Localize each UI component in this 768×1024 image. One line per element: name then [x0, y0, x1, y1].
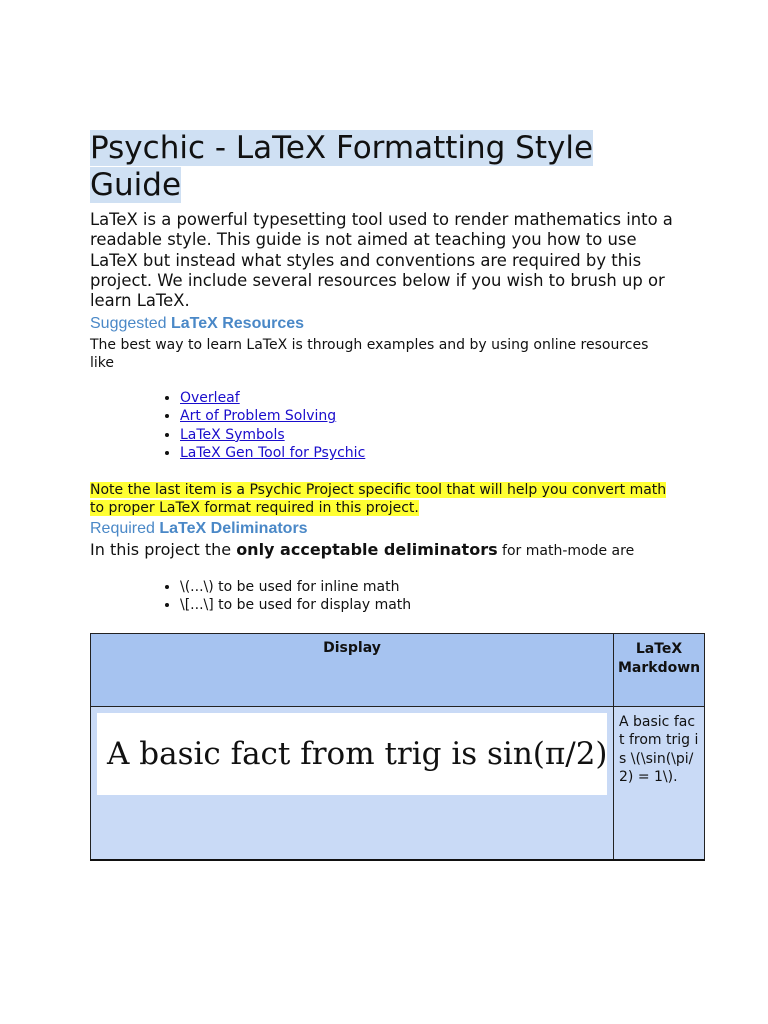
note-text: Note the last item is a Psychic Project specific tool that will help you convert math to proper LaTeX format required in this project. — [90, 482, 667, 516]
resources-heading-bold: LaTeX Resources — [170, 315, 305, 332]
delims-text-bold: only acceptable deliminators — [236, 540, 498, 559]
table-row — [91, 707, 705, 861]
list-item — [180, 426, 365, 444]
header-latex-markdown: LaTeX Markdown — [614, 634, 705, 707]
page-title — [90, 130, 678, 204]
list-item — [180, 444, 365, 462]
delims-text-start: In this project the — [90, 540, 237, 559]
highlighted-note — [90, 481, 678, 517]
intro-paragraph: LaTeX is a powerful typesetting tool used to render mathematics into a readable style. This guide is not aimed at teaching you how to use LaTeX but instead what styles and conventions are required by this project. We include several resources below if you wish to brush up or learn LaTeX. — [90, 210, 673, 311]
link-latex-gen-tool[interactable]: LaTeX Gen Tool for Psychic — [180, 445, 366, 462]
table-header-row — [91, 634, 705, 707]
delims-list — [90, 579, 411, 614]
list-item: • \(...\) to be used for inline math — [180, 579, 411, 597]
example-table — [90, 633, 705, 861]
delims-paragraph — [90, 540, 690, 561]
resources-heading — [90, 315, 304, 333]
delims-heading — [90, 520, 308, 538]
resources-paragraph: The best way to learn LaTeX is through examples and by using online resources like — [90, 337, 649, 371]
link-latex-symbols[interactable]: LaTeX Symbols — [180, 426, 285, 443]
delims-heading-bold: LaTeX Deliminators — [159, 520, 308, 537]
link-art-of-problem-solving[interactable]: Art of Problem Solving — [180, 408, 337, 425]
resources-heading-prefix: Suggested — [90, 315, 171, 332]
list-item — [180, 389, 365, 407]
resource-links-list — [90, 389, 365, 463]
link-overleaf[interactable]: Overleaf — [180, 390, 240, 406]
markdown-cell: A basic fact from trig is \(\sin(\pi/2) = 1\). — [614, 707, 705, 861]
list-item: • \[...\] to be used for display math — [180, 597, 411, 615]
delims-heading-prefix: Required — [90, 520, 160, 537]
rendered-math-image: A basic fact from trig is sin(π/2) — [97, 713, 607, 795]
list-item — [180, 407, 365, 425]
header-display: Display — [91, 634, 614, 707]
delims-text-end: for math-mode are — [497, 543, 635, 559]
page-title-text: Psychic - LaTeX Formatting Style Guide — [90, 130, 594, 203]
display-cell — [91, 707, 614, 861]
